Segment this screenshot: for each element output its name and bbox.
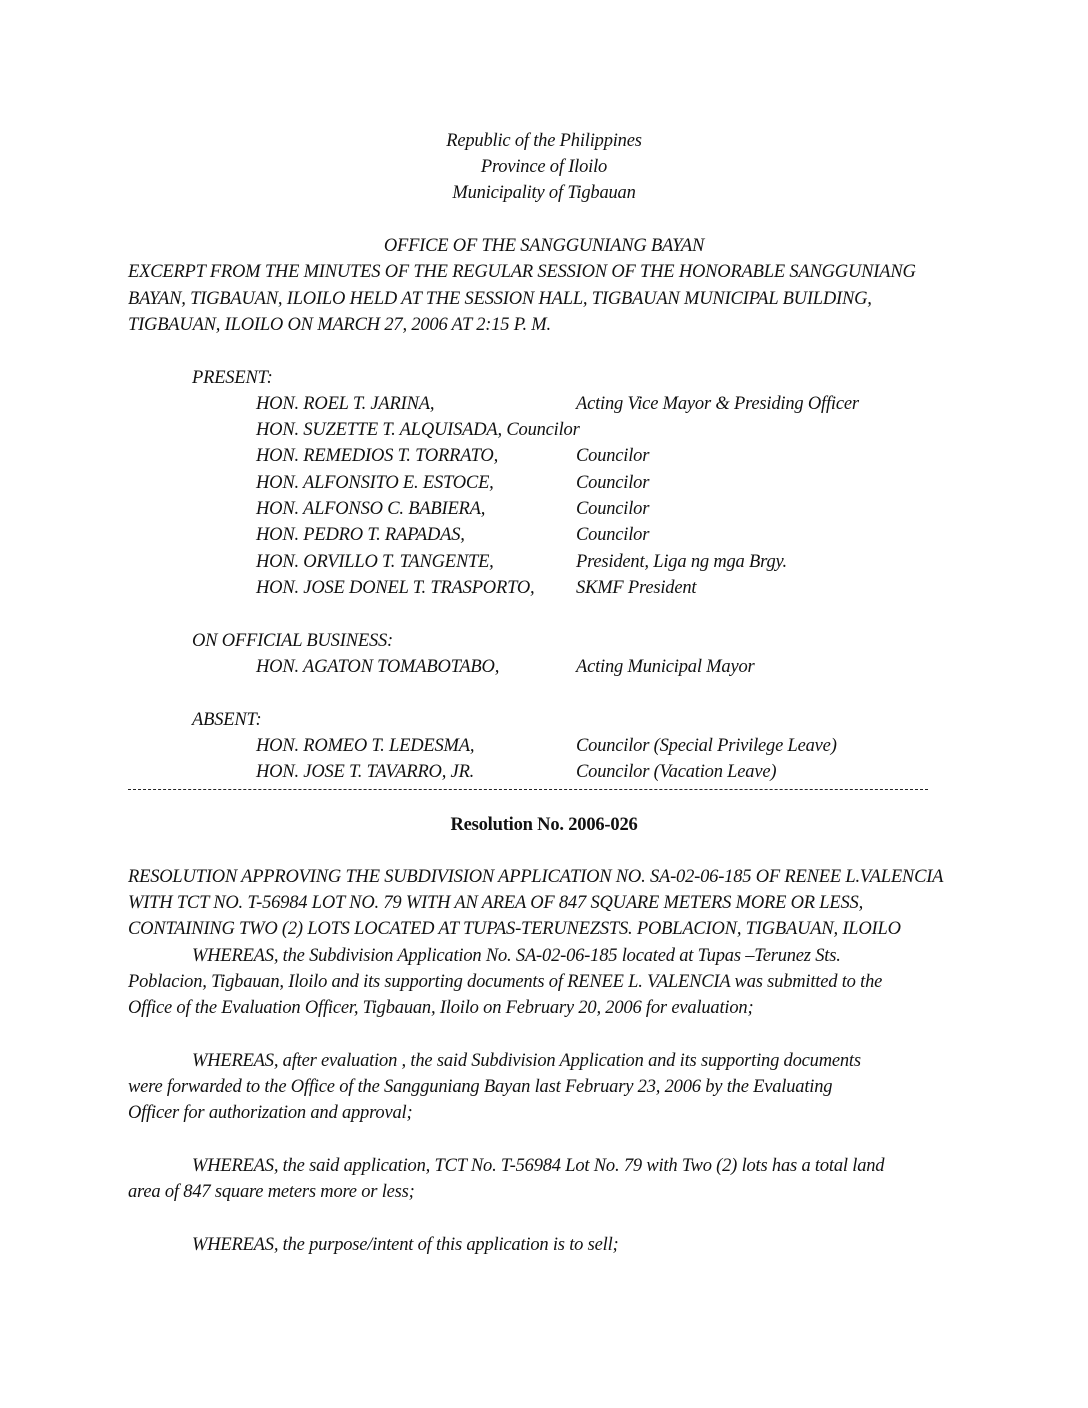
resolution-number: Resolution No. 2006-026 [450,815,638,835]
excerpt-line: TIGBAUAN, ILOILO ON MARCH 27, 2006 AT 2:15 P. M. [128,315,551,335]
paragraph-line: WHEREAS, after evaluation , the said Subdivision Application and its supporting documents [192,1051,861,1071]
attendee-name: HON. ROEL T. JARINA, [256,394,435,414]
excerpt-line: EXCERPT FROM THE MINUTES OF THE REGULAR SESSION OF THE HONORABLE SANGGUNIANG [128,262,916,282]
official-business-label: ON OFFICIAL BUSINESS: [192,631,393,651]
attendee-name: HON. JOSE DONEL T. TRASPORTO, [256,578,535,598]
paragraph-line: were forwarded to the Office of the Sangguniang Bayan last February 23, 2006 by the Evaluating [128,1077,833,1097]
attendee-name: HON. REMEDIOS T. TORRATO, [256,446,499,466]
header-municipality: Municipality of Tigbauan [452,183,636,203]
attendee-position: President, Liga ng mga Brgy. [576,552,787,572]
attendee-position: Councilor (Vacation Leave) [576,762,777,782]
attendee-position: Councilor (Special Privilege Leave) [576,736,837,756]
attendee-name: HON. ROMEO T. LEDESMA, [256,736,475,756]
dashed-divider [128,789,928,790]
attendee-position: Councilor [576,473,650,493]
attendee-name: HON. ORVILLO T. TANGENTE, [256,552,494,572]
paragraph-line: Officer for authorization and approval; [128,1103,413,1123]
attendee-position: Councilor [576,446,650,466]
excerpt-line: BAYAN, TIGBAUAN, ILOILO HELD AT THE SESSION HALL, TIGBAUAN MUNICIPAL BUILDING, [128,289,872,309]
attendee-name: HON. SUZETTE T. ALQUISADA, Councilor [256,420,580,440]
paragraph-line: WHEREAS, the said application, TCT No. T-56984 Lot No. 79 with Two (2) lots has a total land [192,1156,885,1176]
resolution-title-line: WITH TCT NO. T-56984 LOT NO. 79 WITH AN AREA OF 847 SQUARE METERS MORE OR LESS, [128,893,864,913]
attendee-position: SKMF President [576,578,697,598]
attendee-name: HON. ALFONSITO E. ESTOCE, [256,473,494,493]
paragraph-line: WHEREAS, the purpose/intent of this application is to sell; [192,1235,619,1255]
attendee-position: Acting Municipal Mayor [576,657,755,677]
paragraph-line: Office of the Evaluation Officer, Tigbauan, Iloilo on February 20, 2006 for evaluation; [128,998,754,1018]
office-title: OFFICE OF THE SANGGUNIANG BAYAN [383,236,705,256]
paragraph-line: Poblacion, Tigbauan, Iloilo and its supporting documents of RENEE L. VALENCIA was submitted to the [128,972,883,992]
attendee-name: HON. AGATON TOMABOTABO, [256,657,500,677]
resolution-title-line: RESOLUTION APPROVING THE SUBDIVISION APPLICATION NO. SA-02-06-185 OF RENEE L.VALENCIA [128,867,944,887]
attendee-position: Councilor [576,525,650,545]
attendee-position: Councilor [576,499,650,519]
attendee-name: HON. PEDRO T. RAPADAS, [256,525,465,545]
header-province: Province of Iloilo [480,157,608,177]
resolution-title-line: CONTAINING TWO (2) LOTS LOCATED AT TUPAS-TERUNEZSTS. POBLACION, TIGBAUAN, ILOILO [128,919,901,939]
attendee-name: HON. ALFONSO C. BABIERA, [256,499,486,519]
header-republic: Republic of the Philippines [446,131,642,151]
absent-label: ABSENT: [192,710,262,730]
attendee-position: Acting Vice Mayor & Presiding Officer [576,394,859,414]
present-label: PRESENT: [192,368,273,388]
attendee-name: HON. JOSE T. TAVARRO, JR. [256,762,475,782]
paragraph-line: WHEREAS, the Subdivision Application No. SA-02-06-185 located at Tupas –Terunez Sts. [192,946,841,966]
paragraph-line: area of 847 square meters more or less; [128,1182,415,1202]
